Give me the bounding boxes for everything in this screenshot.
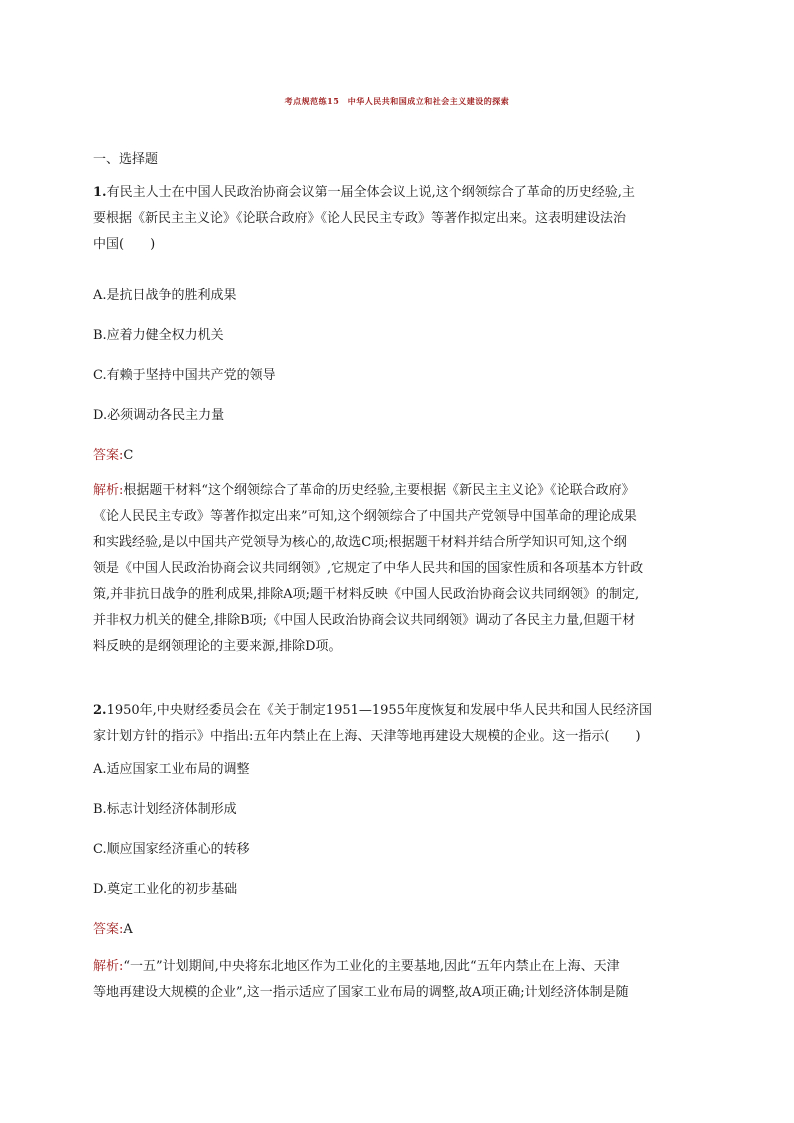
q2-analysis	[93, 954, 705, 1006]
q1-answer	[93, 444, 133, 463]
analysis-label: 解析:	[93, 959, 124, 974]
section-heading: 一、选择题	[93, 152, 159, 167]
q1-analysis-line-2: 《论人民民主专政》等著作拟定出来”可知,这个纲领综合了中国共产党领导中国革命的理论成果	[93, 509, 637, 524]
question-1-line-3: 中国( )	[93, 237, 156, 252]
q1-analysis-line-3: 和实践经验,是以中国共产党领导为核心的,故选C项;根据题干材料并结合所学知识可知,这个纲	[93, 535, 627, 550]
q2-option-b: B.标志计划经济体制形成	[93, 802, 237, 817]
q1-analysis-line-6: 并非权力机关的健全,排除B项;《中国人民政治协商会议共同纲领》调动了各民主力量,但题干材	[93, 613, 636, 628]
q1-analysis	[93, 478, 705, 660]
q1-analysis-line-7: 料反映的是纲领理论的主要来源,排除D项。	[93, 639, 342, 654]
answer-label: 答案:	[93, 448, 124, 463]
question-1-stem	[93, 180, 705, 258]
q2-option-c: C.顺应国家经济重心的转移	[93, 842, 250, 857]
question-2-stem	[93, 698, 705, 750]
question-2-line-1: 1950年,中央财经委员会在《关于制定1951—1955年度恢复和发展中华人民共和国人民经济国	[106, 703, 652, 718]
analysis-label: 解析:	[93, 483, 124, 498]
q1-analysis-line-5: 策,并非抗日战争的胜利成果,排除A项;题干材料反映《中国人民政治协商会议共同纲领》的制定,	[93, 587, 640, 602]
question-1-line-2: 要根据《新民主主义论》《论联合政府》《论人民民主专政》等著作拟定出来。这表明建设法治	[93, 211, 627, 226]
q2-analysis-line-2: 等地再建设大规模的企业”,这一指示适应了国家工业布局的调整,故A项正确;计划经济体制是随	[93, 985, 629, 1000]
question-2-line-2: 家计划方针的指示》中指出:五年内禁止在上海、天津等地再建设大规模的企业。这一指示( )	[93, 729, 641, 744]
question-number: 1.	[93, 185, 107, 200]
answer-value: A	[123, 922, 133, 937]
page-title: 考点规范练15 中华人民共和国成立和社会主义建设的探索	[284, 96, 510, 106]
q1-analysis-line-1: 根据题干材料“这个纲领综合了革命的历史经验,主要根据《新民主主义论》《论联合政府》	[123, 483, 635, 498]
q2-analysis-line-1: “一五”计划期间,中央将东北地区作为工业化的主要基地,因此“五年内禁止在上海、天津	[123, 959, 620, 974]
q1-option-b: B.应着力健全权力机关	[93, 328, 224, 343]
question-1-line-1: 有民主人士在中国人民政治协商会议第一届全体会议上说,这个纲领综合了革命的历史经验,主	[106, 185, 635, 200]
q1-option-c: C.有赖于坚持中国共产党的领导	[93, 368, 276, 383]
question-number: 2.	[93, 703, 107, 718]
q2-option-a: A.适应国家工业布局的调整	[93, 762, 250, 777]
q1-option-d: D.必须调动各民主力量	[93, 408, 225, 423]
q1-analysis-line-4: 领是《中国人民政治协商会议共同纲领》,它规定了中华人民共和国的国家性质和各项基本方针政	[93, 561, 644, 576]
answer-value: C	[123, 448, 134, 463]
q1-option-a: A.是抗日战争的胜利成果	[93, 288, 237, 303]
answer-label: 答案:	[93, 922, 124, 937]
q2-answer	[93, 918, 133, 937]
q2-option-d: D.奠定工业化的初步基础	[93, 882, 238, 897]
